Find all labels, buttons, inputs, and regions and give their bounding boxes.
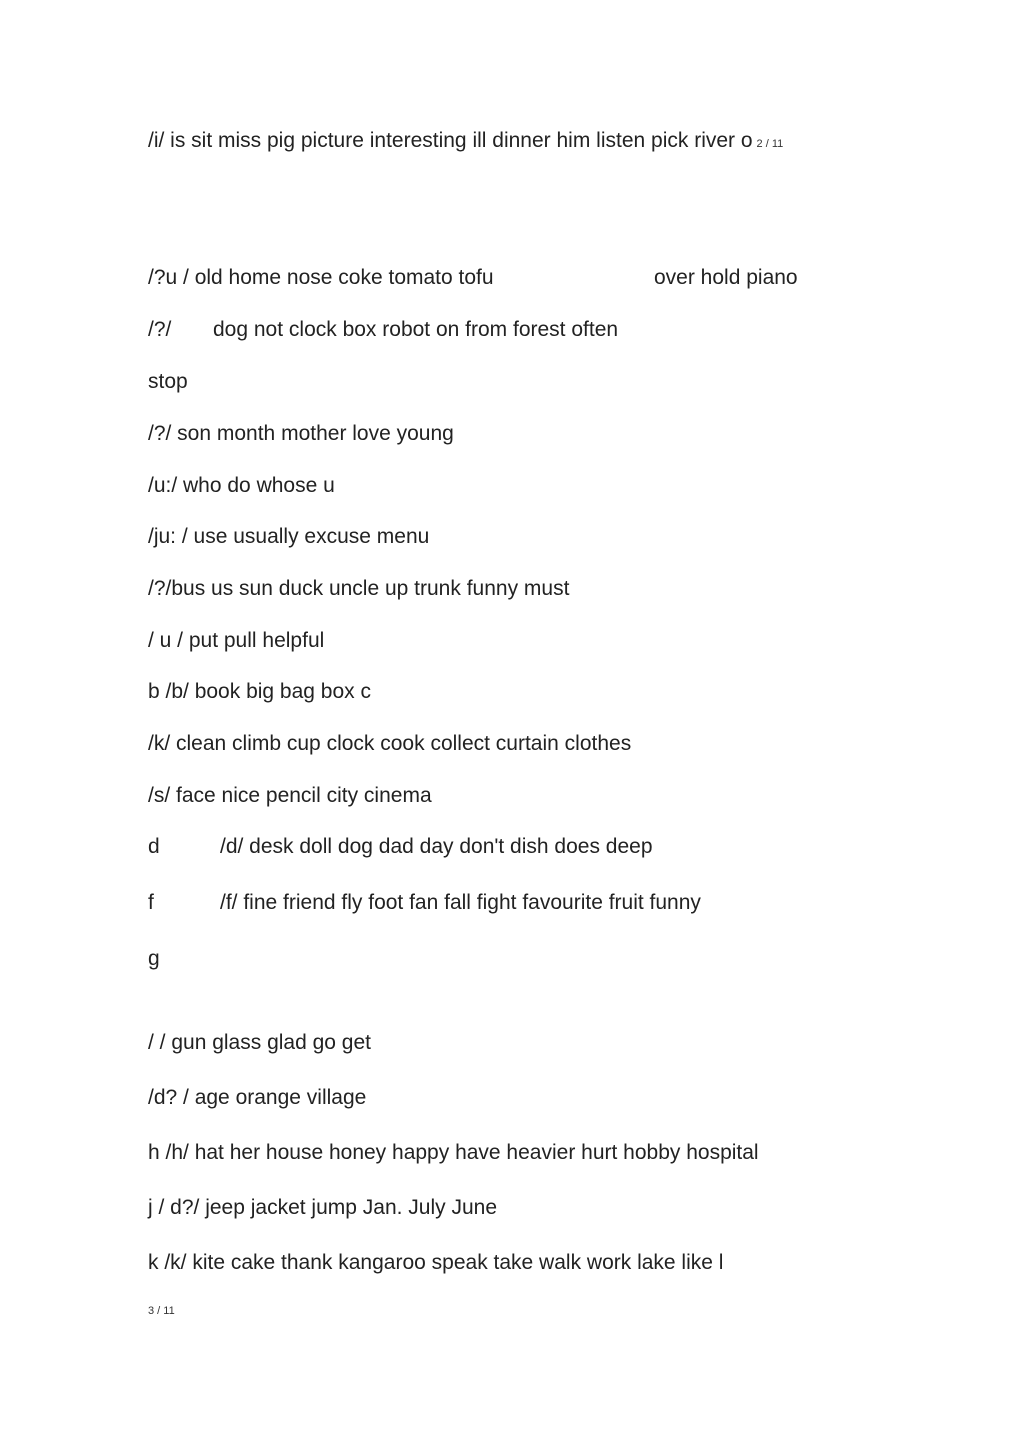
text-line-o-short <box>148 317 619 343</box>
line-text: / / gun glass glad go get <box>148 1031 371 1054</box>
text-line-o-caret <box>148 421 454 447</box>
text-line-caret <box>148 576 569 602</box>
text-line-u-short <box>148 628 324 654</box>
text-line-j <box>148 1195 497 1221</box>
text-line-d <box>148 834 653 860</box>
line-text: k /k/ kite cake thank kangaroo speak take walk work lake like l <box>148 1251 724 1274</box>
line-letter: f <box>148 891 154 914</box>
line-text: /?u / old home nose coke tomato tofu <box>148 266 494 289</box>
line-text: /d/ desk doll dog dad day don't dish does deep <box>220 835 653 858</box>
line-text: /s/ face nice pencil city cinema <box>148 784 432 807</box>
text-line-g-sound <box>148 1030 371 1056</box>
line-text: /u:/ who do whose u <box>148 474 335 497</box>
line-text: /d? / age orange village <box>148 1086 367 1109</box>
text-line-u-long <box>148 473 335 499</box>
line-text: / u / put pull helpful <box>148 629 325 652</box>
text-line-k-c <box>148 731 631 757</box>
line-letter: g <box>148 947 160 970</box>
text-line-k <box>148 1250 723 1276</box>
text-line-dz <box>148 1085 366 1111</box>
text-line-f <box>148 890 701 916</box>
text-line-s <box>148 783 432 809</box>
text-line-b <box>148 679 371 705</box>
line-text: /f/ fine friend fly foot fan fall fight favourite fruit funny <box>220 891 701 914</box>
text-line-ou <box>148 265 798 291</box>
line-text: /i/ is sit miss pig picture interesting ill dinner him listen pick river o <box>148 129 753 152</box>
line-text: b /b/ book big bag box c <box>148 680 371 703</box>
text-line-i <box>148 128 783 154</box>
line-text: h /h/ hat her house honey happy have heavier hurt hobby hospital <box>148 1141 759 1164</box>
text-line-g <box>148 946 160 972</box>
line-text: /?/bus us sun duck uncle up trunk funny must <box>148 577 570 600</box>
page-number-inline: 2 / 11 <box>756 138 784 150</box>
text-line-h <box>148 1140 759 1166</box>
line-text: j / d?/ jeep jacket jump Jan. July June <box>148 1196 498 1219</box>
line-text-continued: over hold piano <box>654 266 798 289</box>
line-text: stop <box>148 370 188 393</box>
page-number-footer: 3 / 11 <box>148 1305 175 1317</box>
line-text: /?/ son month mother love young <box>148 422 454 445</box>
line-text: /ju: / use usually excuse menu <box>148 525 430 548</box>
text-line-ju <box>148 524 429 550</box>
line-phoneme: /?/ <box>148 318 172 341</box>
line-letter: d <box>148 835 160 858</box>
line-text: /k/ clean climb cup clock cook collect curtain clothes <box>148 732 632 755</box>
text-line-stop <box>148 369 188 395</box>
line-text: dog not clock box robot on from forest often <box>213 318 619 341</box>
